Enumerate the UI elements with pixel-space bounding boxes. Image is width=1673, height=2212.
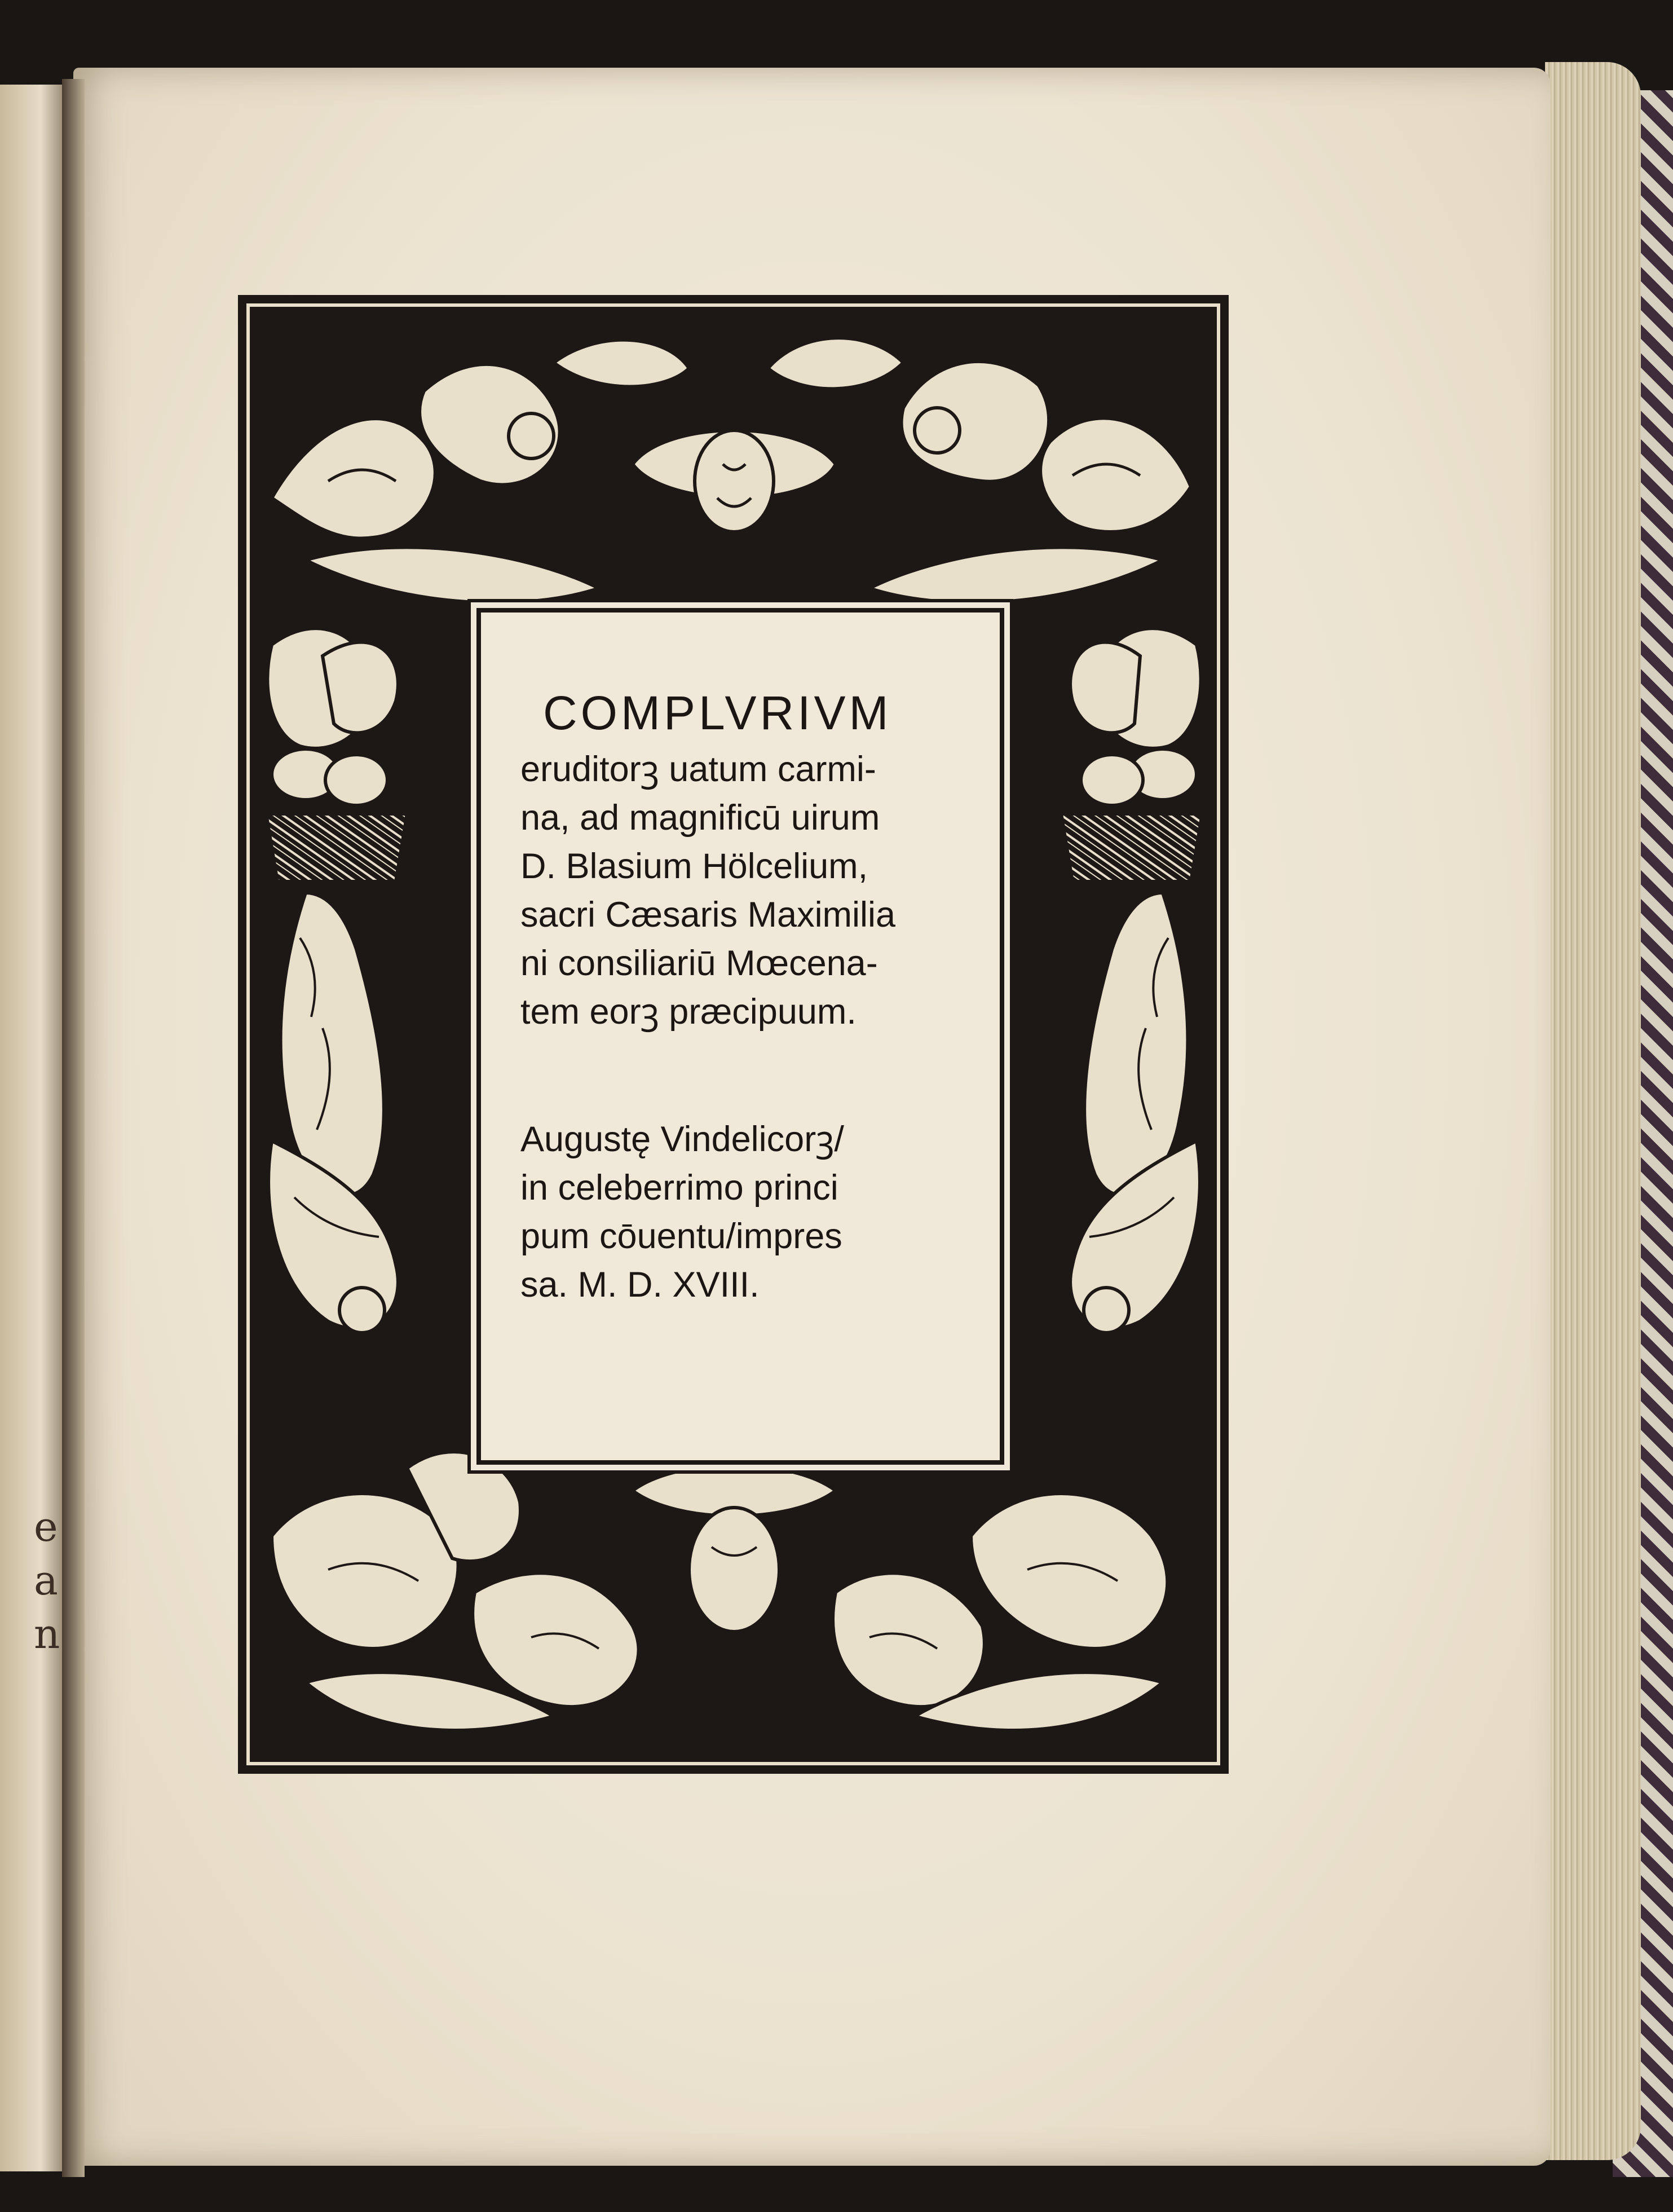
title-gap xyxy=(520,1036,983,1115)
imprint-line: in celeberrimo princi xyxy=(520,1168,838,1208)
gutter-shadow xyxy=(62,79,85,2177)
title-panel xyxy=(476,608,1004,1465)
left-page xyxy=(0,85,68,2171)
title-line: tem eorꝫ præcipuum. xyxy=(520,992,857,1032)
title-line: eruditorꝫ uatum carmi- xyxy=(520,750,876,789)
imprint-line: Augustę Vindelicorꝫ/ xyxy=(520,1120,844,1159)
left-letter: e xyxy=(34,1503,58,1550)
title-heading: COMPLVRIVM xyxy=(543,686,892,739)
title-text-block xyxy=(520,686,983,1309)
left-letter: a xyxy=(34,1557,58,1604)
left-letter: n xyxy=(34,1610,60,1658)
title-line: na, ad magnificū uirum xyxy=(520,798,880,838)
title-line: D. Blasium Hölcelium, xyxy=(520,847,868,886)
title-line: ni consiliariū Mœcena- xyxy=(520,944,878,983)
imprint-line: sa. M. D. XVIII. xyxy=(520,1265,760,1305)
imprint-line: pum cōuentu/impres xyxy=(520,1217,842,1256)
page-fore-edge xyxy=(1545,62,1641,2160)
title-line: sacri Cæsaris Maximilia xyxy=(520,895,896,935)
